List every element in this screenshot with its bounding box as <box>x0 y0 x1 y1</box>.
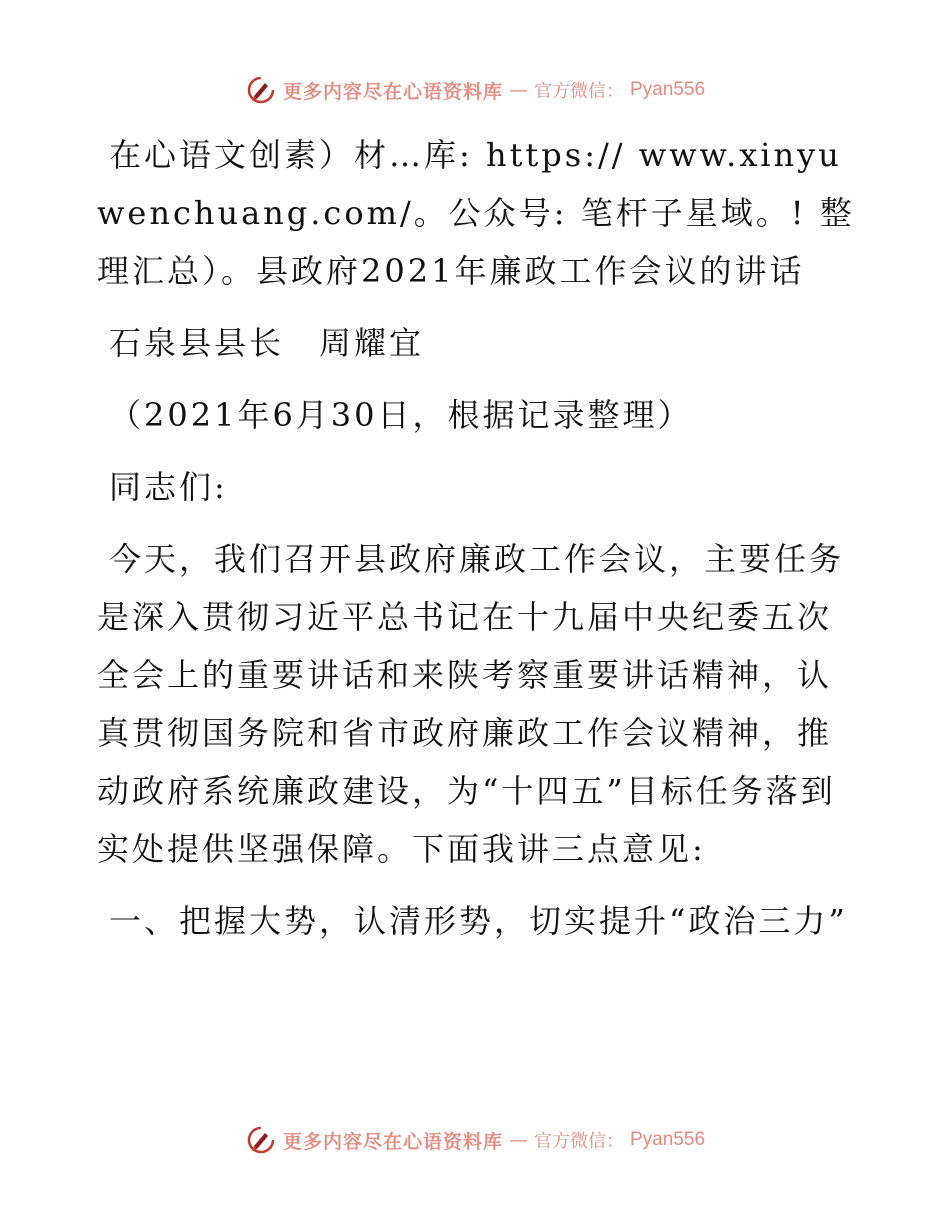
footer-watermark <box>0 1120 950 1160</box>
date-note: （2021年6月30日，根据记录整理） <box>109 396 693 434</box>
body-paragraph: 今天，我们召开县政府廉政工作会议，主要任务是深入贯彻习近平总书记在十九届中央纪委五次全会上的重要讲话和来陕考察重要讲话精神，认真贯彻国务院和省市政府廉政工作会议精神，推动政府系统廉政建设，为“十四五”目标任务落到实处提供坚强保障。下面我讲三点意见: <box>97 540 845 868</box>
watermark-wechat-id: Pyan556 <box>630 79 706 100</box>
watermark-wechat-id: Pyan556 <box>630 1129 706 1150</box>
watermark-wechat-label: 官方微信： <box>534 81 624 102</box>
pen-swirl-logo-icon <box>245 74 277 106</box>
document-body <box>97 126 857 964</box>
watermark-separator: — <box>509 1129 528 1151</box>
section-heading: 一、把握大势，认清形势，切实提升“政治三力” <box>109 902 848 940</box>
pen-swirl-logo-icon <box>245 1124 277 1156</box>
salutation: 同志们: <box>109 468 228 506</box>
header-watermark <box>0 70 950 110</box>
intro-paragraph: 在心语文创素）材…库: https:// www.xinyuwenchuang.com/。公众号: 笔杆子星域。! 整理汇总）。县政府2021年廉政工作会议的讲话 <box>97 136 855 290</box>
watermark-wechat-label: 官方微信： <box>534 1131 624 1152</box>
watermark-text: 更多内容尽在心语资料库 <box>282 1130 503 1153</box>
author-line: 石泉县县长 周耀宜 <box>109 324 425 362</box>
watermark-separator: — <box>509 79 528 101</box>
watermark-text: 更多内容尽在心语资料库 <box>282 80 503 103</box>
